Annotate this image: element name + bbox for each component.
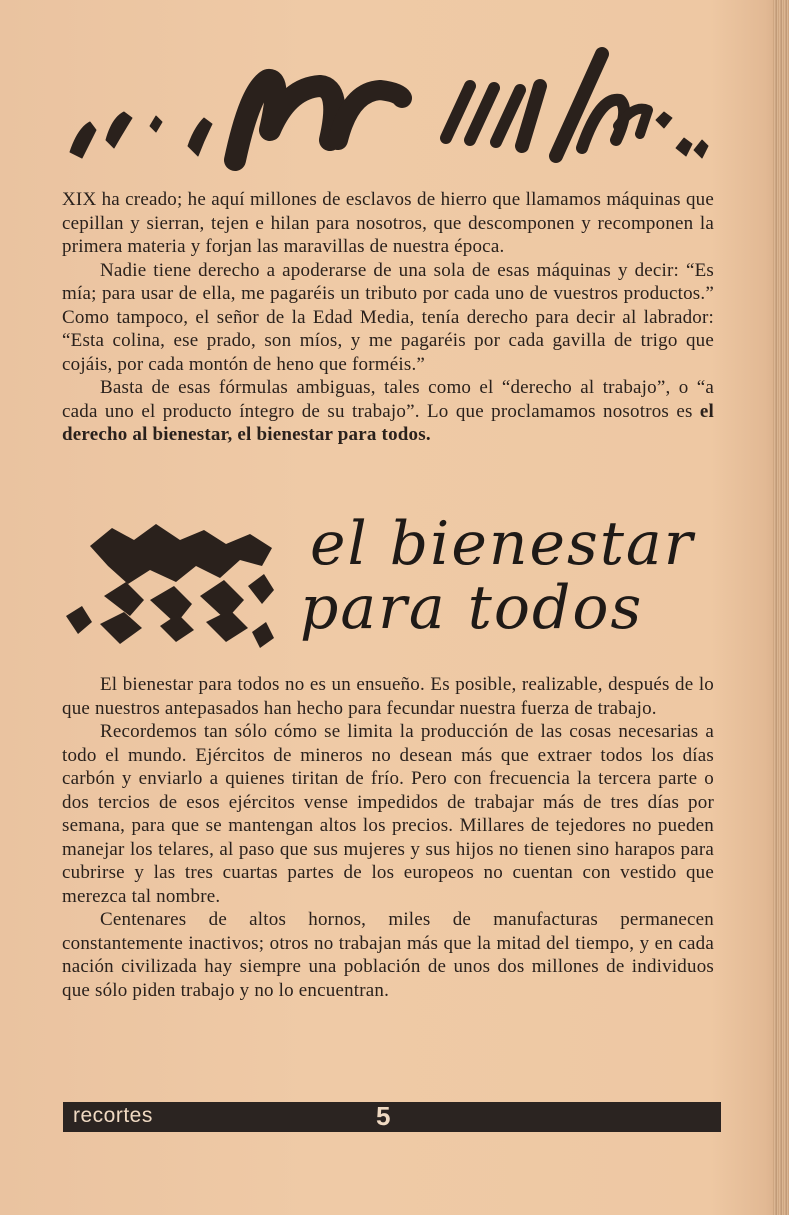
paragraph-3-bold: el derecho al bienestar, el bienestar para todos. — [62, 400, 714, 445]
paragraph-2: Nadie tiene derecho a apoderarse de una sola de esas máquinas y decir: “Es mía; para usar de ella, me pagaréis un tributo por cada uno de vuestros productos.” Como tampoco, el señor de la Edad Media, tenía derecho para decir al labrador: “Esta colina, ese prado, son míos, y me pagaréis por cada gavilla de trigo que cojáis, por cada montón de heno que forméis.” — [62, 259, 714, 375]
article-text-bottom — [62, 673, 714, 1002]
headline — [300, 509, 720, 643]
paragraph-3-text: Basta de esas fórmulas ambiguas, tales como el “derecho al trabajo”, o “a cada uno el producto íntegro de su trabajo”. Lo que proclamamos nosotros es — [62, 377, 714, 422]
headline-line-1: el bienestar — [310, 509, 695, 579]
headline-line-2: para todos — [300, 573, 644, 643]
paragraph-6: Centenares de altos hornos, miles de manufacturas permanecen constantemente inactivos; otros no trabajan más que la mitad del tiempo, y en cada nación civilizada hay siempre una población de unos dos millones de individuos que sólo piden trabajo y no lo encuentran. — [62, 909, 714, 1001]
page-number: 5 — [376, 1101, 391, 1131]
footer-bar — [63, 1102, 721, 1132]
footer-brand: recortes — [73, 1104, 153, 1127]
paragraph-5: Recordemos tan sólo cómo se limita la producción de las cosas necesarias a todo el mundo. Ejércitos de mineros no desean más que extraer todos los días carbón y enviarlo a quienes tiritan de frío. Pero con frecuencia la tercera parte o dos tercios de esos ejércitos vense impedidos de trabajar más de tres días por semana, para que se mantengan altos los precios. Millares de tejedores no pueden manejar los telares, al paso que sus mujeres y sus hijos no tienen sino harapos para cubrirse y las tres cuartas partes de los europeos no cuentan con vestido que merezca tal nombre. — [62, 721, 714, 907]
paragraph-1: XIX ha creado; he aquí millones de esclavos de hierro que llamamos máquinas que cepillan y sierran, tejen e hilan para nosotros, que descomponen y recomponen la primera materia y forjan las maravillas de nuestra época. — [62, 189, 714, 257]
paragraph-4: El bienestar para todos no es un ensueño. Es posible, realizable, después de lo que nuestros antepasados han hecho para fecundar nuestra fuerza de trabajo. — [62, 674, 714, 719]
